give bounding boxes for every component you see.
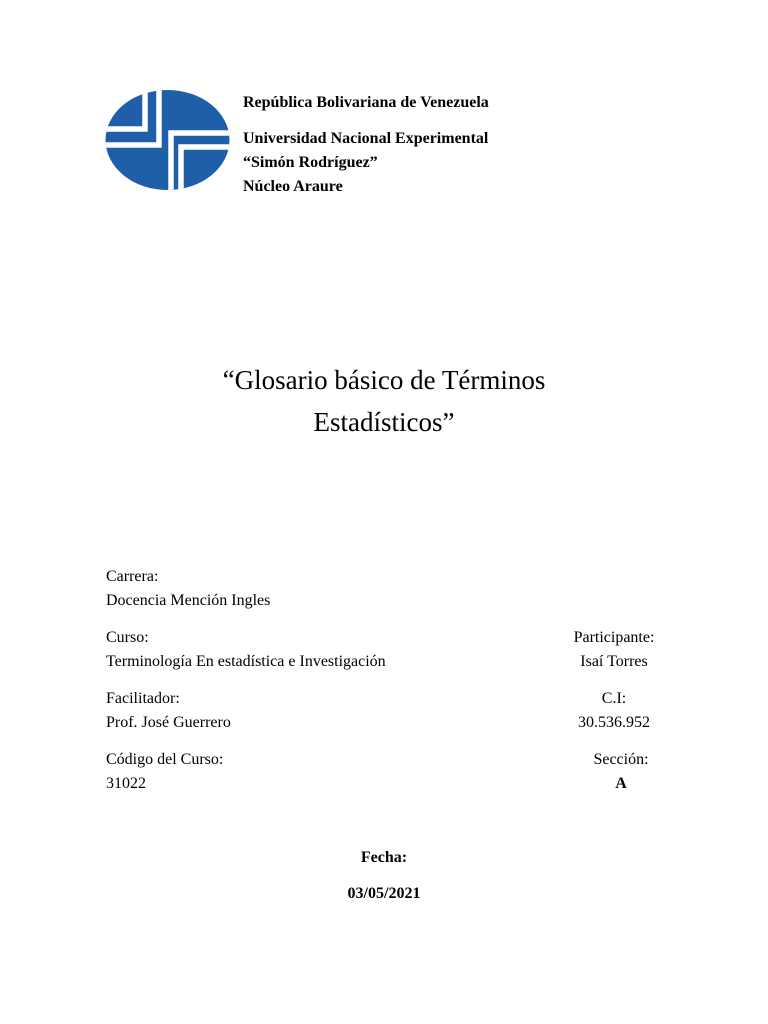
codigo-value: 31022 xyxy=(106,775,146,792)
seccion-value: A xyxy=(615,775,627,792)
republic-name: República Bolivariana de Venezuela xyxy=(243,94,489,111)
fecha-label: Fecha: xyxy=(360,849,408,866)
facilitador-value: Prof. José Guerrero xyxy=(106,714,231,731)
document-title-line1: “Glosario básico de Términos xyxy=(222,365,546,395)
codigo-label: Código del Curso: xyxy=(106,751,224,768)
carrera-value: Docencia Mención Ingles xyxy=(106,592,271,609)
fecha-value: 03/05/2021 xyxy=(347,885,421,902)
curso-label: Curso: xyxy=(106,629,149,646)
seccion-label: Sección: xyxy=(593,751,649,768)
carrera-label: Carrera: xyxy=(106,568,159,585)
participante-value: Isaí Torres xyxy=(580,653,648,670)
participante-label: Participante: xyxy=(573,629,655,646)
facilitador-label: Facilitador: xyxy=(106,690,180,707)
document-title-line2: Estadísticos” xyxy=(313,407,455,437)
university-logo xyxy=(105,89,230,191)
ci-label: C.I: xyxy=(601,690,627,707)
curso-value: Terminología En estadística e Investigación xyxy=(106,653,386,670)
university-name: Universidad Nacional Experimental xyxy=(243,130,489,147)
campus-name: Núcleo Araure xyxy=(243,178,343,195)
university-subtitle: “Simón Rodríguez” xyxy=(243,154,378,171)
ci-value: 30.536.952 xyxy=(578,714,650,731)
